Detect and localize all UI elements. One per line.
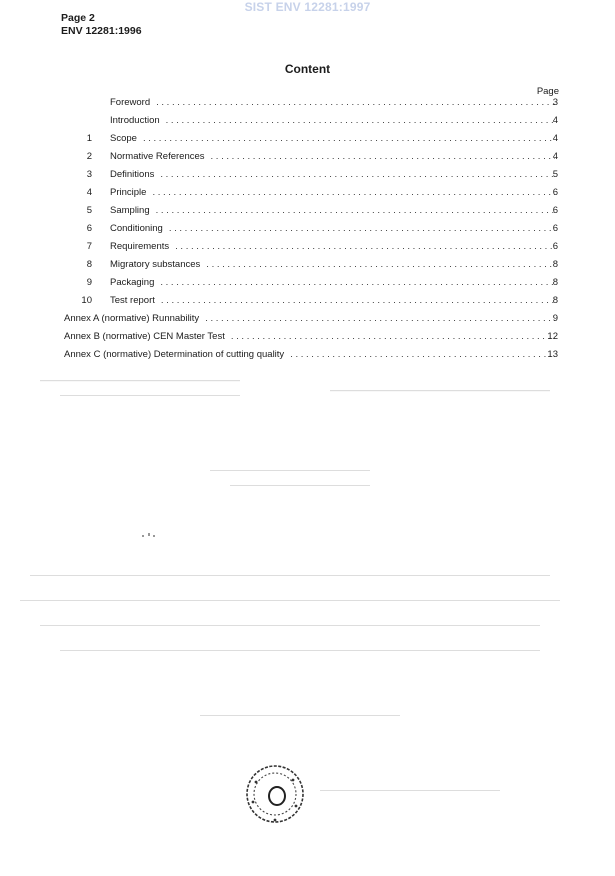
toc-entry-number: 7	[86, 241, 92, 252]
toc-entry-label: Requirements	[110, 241, 170, 252]
toc-entry-label: Foreword	[110, 97, 151, 108]
toc-entry-label: Principle	[110, 187, 147, 198]
toc-entry-page: 3	[552, 97, 558, 108]
toc-entry-page: 5	[552, 169, 558, 180]
toc-entry-label: Scope	[110, 133, 137, 144]
toc-annex-page: 12	[547, 331, 558, 342]
toc-entry-page: 6	[552, 223, 558, 234]
toc-entry-label: Packaging	[110, 277, 155, 288]
toc-entry-number: 2	[86, 151, 92, 162]
watermark: SIST ENV 12281:1997	[244, 0, 371, 14]
toc-annex-label: Annex B (normative) CEN Master Test	[64, 331, 225, 342]
toc-entry-page: 8	[552, 259, 558, 270]
page-title: Content	[284, 62, 331, 76]
toc-entry-label: Migratory substances	[110, 259, 201, 270]
toc-entry-page: 8	[552, 277, 558, 288]
toc-entry-page: 4	[552, 151, 558, 162]
toc-entry-number: 1	[86, 133, 92, 144]
toc-entry-label: Normative References	[110, 151, 205, 162]
toc-entry-page: 6	[552, 187, 558, 198]
stamp-seal-icon	[241, 760, 311, 826]
toc-annex-label: Annex C (normative) Determination of cutting quality	[64, 349, 285, 360]
toc-entry-number: 3	[86, 169, 92, 180]
toc-entry-number: 6	[86, 223, 92, 234]
toc-entry-page: 6	[552, 241, 558, 252]
toc-entry-number: 5	[86, 205, 92, 216]
toc-entry-number: 4	[86, 187, 92, 198]
toc-annex-label: Annex A (normative) Runnability	[64, 313, 200, 324]
toc-entry-page: 8	[552, 295, 558, 306]
toc-entry-label: Definitions	[110, 169, 155, 180]
toc-entry-label: Introduction	[110, 115, 160, 126]
toc-entry-number: 8	[86, 259, 92, 270]
toc-entry-page: 4	[552, 115, 558, 126]
toc-annex-page: 9	[552, 313, 558, 324]
toc-entry-label: Test report	[110, 295, 155, 306]
toc-entry-page: 4	[552, 133, 558, 144]
page-number: Page 2	[61, 12, 95, 24]
toc-annex-page: 13	[547, 349, 558, 360]
toc-entry-label: Conditioning	[110, 223, 163, 234]
document-code: ENV 12281:1996	[61, 25, 142, 37]
toc-entry-number: 10	[81, 295, 92, 306]
toc-entry-number: 9	[86, 277, 92, 288]
page-column-header: Page	[536, 86, 559, 97]
toc-entry-label: Sampling	[110, 205, 150, 216]
toc-entry-page: 6	[552, 205, 558, 216]
